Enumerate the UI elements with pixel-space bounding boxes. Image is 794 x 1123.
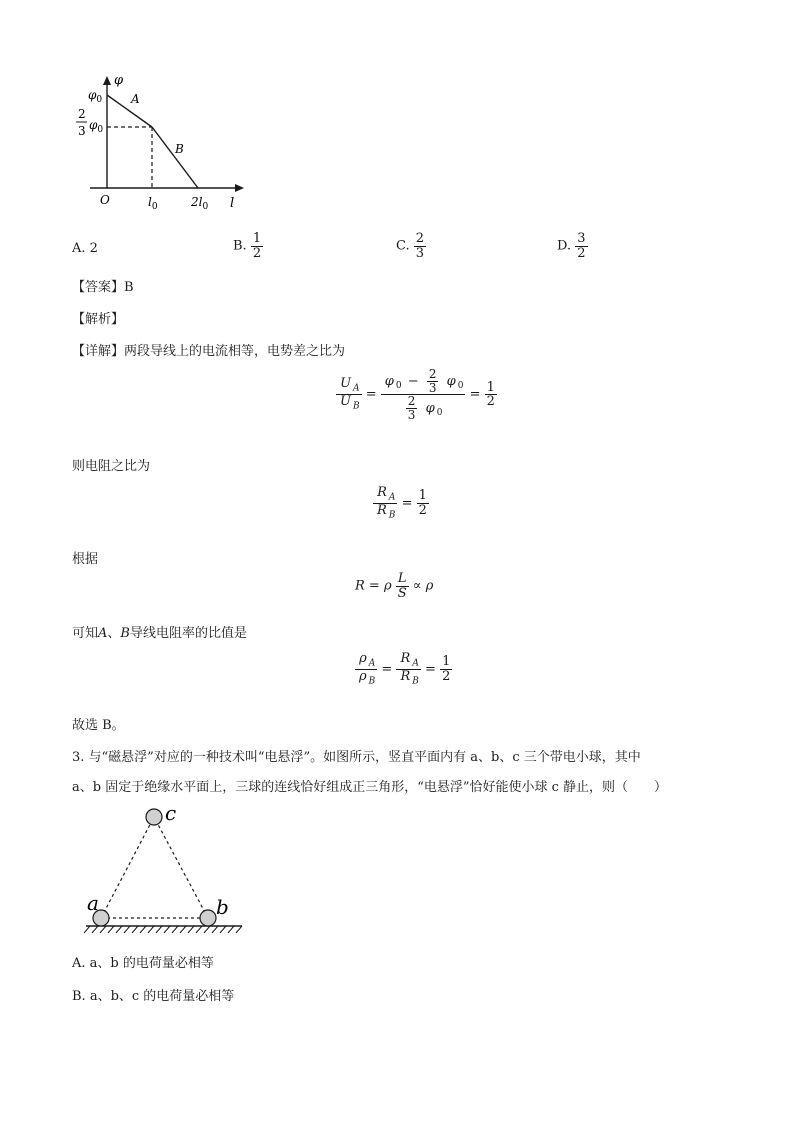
phi-l-graph bbox=[70, 70, 260, 220]
equation-potential-ratio: $\frac{U _A}{U _B}$ = φ $_0$ − $\frac{2}{3}$ φ $_0$ $\frac{2}{3}$ φ $_0$ = $\frac{1}{2}$ bbox=[336, 368, 497, 421]
segment-B-label: B bbox=[175, 142, 184, 156]
question3-line1: 3. 与“磁悬浮”对应的一种技术叫“电悬浮”。如图所示，竖直平面内有 a、b、c 三个带电小球，其中 bbox=[72, 750, 641, 765]
two-thirds-den: 3 bbox=[78, 124, 86, 138]
option-B: B. $\frac{1}{2}$ bbox=[233, 231, 262, 261]
two-thirds-phi0-label: $\varphi_0$ bbox=[89, 118, 104, 135]
l0-tick-label: $l_0$ bbox=[148, 195, 158, 212]
ball-b bbox=[200, 910, 216, 926]
ball-c bbox=[146, 809, 162, 825]
option-D: D. $\frac{3}{2}$ bbox=[557, 231, 586, 261]
phi0-label: $\varphi_0$ bbox=[88, 88, 103, 105]
resistance-ratio-line: 则电阻之比为 bbox=[72, 459, 151, 474]
option-A: A. 2 bbox=[72, 241, 98, 256]
according-line: 根据 bbox=[72, 552, 99, 567]
knowable-line: 可知A、B导线电阻率的比值是 bbox=[72, 626, 247, 641]
charged-balls-triangle-diagram bbox=[82, 800, 247, 935]
two-thirds-num: 2 bbox=[78, 107, 86, 121]
question3-option-A: A. a、b 的电荷量必相等 bbox=[72, 956, 214, 971]
label-c: c bbox=[165, 801, 177, 825]
equation-resistivity-ratio: $\frac{\rho _A}{\rho _B}$ = $\frac{R _A}{R _B}$ = $\frac{1}{2}$ bbox=[355, 652, 452, 687]
choose-line: 故选 B。 bbox=[72, 718, 125, 733]
analysis-tag: 【解析】 bbox=[72, 312, 125, 327]
label-a: a bbox=[87, 891, 99, 915]
segment-B bbox=[152, 127, 198, 188]
equation-resistance-law: R = ρ $\frac{L}{S}$ ∝ ρ bbox=[355, 571, 434, 601]
question3-line2: a、b 固定于绝缘水平面上，三球的连线恰好组成正三角形，“电悬浮”恰好能使小球 c 静止，则（ ） bbox=[72, 780, 668, 795]
segment-A-label: A bbox=[131, 92, 140, 106]
y-axis-label: φ bbox=[114, 73, 124, 88]
x-axis-label: l bbox=[230, 196, 235, 211]
label-b: b bbox=[216, 895, 229, 919]
segment-A bbox=[107, 95, 152, 127]
equation-resistance-ratio: $\frac{R _A}{R _B}$ = $\frac{1}{2}$ bbox=[373, 486, 429, 521]
option-C: C. $\frac{2}{3}$ bbox=[396, 231, 425, 261]
question3-option-B: B. a、b、c 的电荷量必相等 bbox=[72, 989, 235, 1004]
detail-line: 【详解】两段导线上的电流相等，电势差之比为 bbox=[72, 344, 346, 359]
origin-label: O bbox=[100, 193, 110, 207]
answer-line: 【答案】B bbox=[72, 280, 134, 295]
two-l0-tick-label: $2l_0$ bbox=[191, 195, 209, 212]
